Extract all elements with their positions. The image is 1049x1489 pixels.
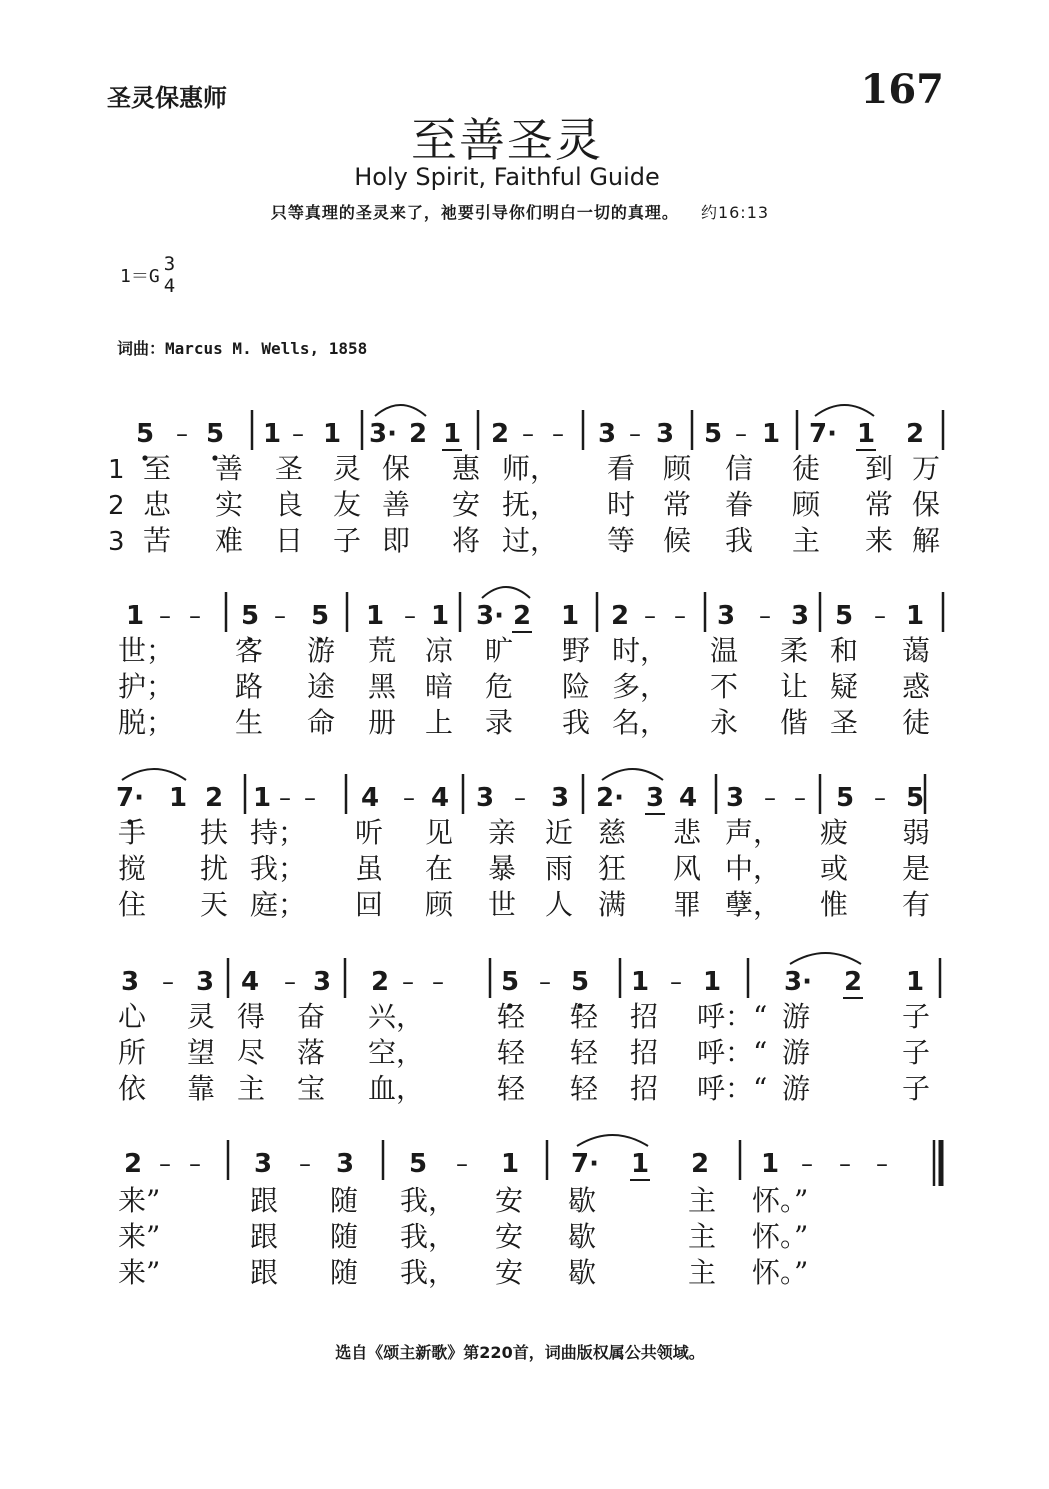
note: 3· (784, 967, 812, 997)
lyric-syllable: 跟 (250, 1220, 279, 1253)
note: 1 (168, 783, 188, 813)
lyric-syllable: 空， (368, 1036, 425, 1069)
lyric-syllable: 到 (865, 452, 894, 485)
lyric-syllable: 子 (333, 524, 362, 557)
lyric-syllable: 上 (425, 706, 454, 739)
slur (815, 405, 874, 416)
lyric-syllable: 持； (250, 816, 307, 849)
lyric-syllable: 虽 (355, 852, 384, 885)
note-dash: – (670, 968, 682, 996)
lyric-syllable: 子 (902, 1036, 931, 1069)
lyric-syllable: 见 (425, 816, 454, 849)
lyric-syllable: 庭； (250, 888, 307, 921)
slur (375, 405, 426, 416)
lyric-syllable: 凉 (425, 634, 454, 667)
note: 3 (790, 601, 810, 631)
note: 3· (476, 601, 504, 631)
slur (602, 769, 663, 780)
lyric-syllable: 奋 (297, 1000, 326, 1033)
lyric-syllable: 万 (912, 452, 941, 485)
lyric-syllable: 望 (187, 1036, 216, 1069)
note: 3 (597, 419, 617, 449)
lyric-syllable: 惠 (452, 452, 481, 485)
lyric-syllable: 手 (118, 816, 147, 849)
note: 1 (262, 419, 282, 449)
lyric-syllable: 日 (275, 524, 304, 557)
lyric-syllable: 呼：“ (697, 1072, 768, 1105)
note: 2 (123, 1149, 143, 1179)
lyric-syllable: 即 (382, 524, 411, 557)
lyric-syllable: 常 (663, 488, 692, 521)
note: 3 (195, 967, 215, 997)
lyric-syllable: 轻 (497, 1036, 526, 1069)
composer-credit: 词曲：Marcus M. Wells, 1858 (117, 339, 368, 358)
note-dash: – (552, 420, 564, 448)
lyric-syllable: 游 (782, 1000, 811, 1033)
lyric-syllable: 我 (562, 706, 591, 739)
verse-number: 1 (108, 455, 125, 485)
lyric-syllable: 徒 (792, 452, 821, 485)
note: 1 (630, 1149, 650, 1179)
note: 3 (253, 1149, 273, 1179)
note: 1 (905, 601, 925, 631)
lyric-syllable: 来” (118, 1256, 161, 1289)
note: 1 (430, 601, 450, 631)
verse-number: 2 (108, 491, 125, 521)
note: 3 (655, 419, 675, 449)
lyric-syllable: 暗 (425, 670, 454, 703)
note-dash: – (876, 1150, 888, 1178)
note: 1 (630, 967, 650, 997)
lyric-syllable: 心 (118, 1000, 147, 1033)
lyric-syllable: 世 (488, 888, 517, 921)
lyric-syllable: 途 (307, 670, 336, 703)
lyric-syllable: 轻 (497, 1072, 526, 1105)
note-dash: – (456, 1150, 468, 1178)
lyric-syllable: 疲 (820, 816, 849, 849)
note: 2 (490, 419, 510, 449)
note: 1 (856, 419, 876, 449)
lyric-syllable: 危 (485, 670, 514, 703)
lyric-syllable: 招 (630, 1036, 659, 1069)
key-label: 1＝G (120, 266, 160, 287)
hymn-title-english: Holy Spirit, Faithful Guide (354, 163, 660, 191)
note: 3 (550, 783, 570, 813)
lyric-syllable: 随 (330, 1220, 359, 1253)
note-dash: – (514, 784, 526, 812)
note: 5 (835, 783, 855, 813)
note-dash: – (539, 968, 551, 996)
note-dash: – (403, 784, 415, 812)
lyric-syllable: 扰 (200, 852, 229, 885)
lyric-syllable: 声， (725, 816, 782, 849)
note-dash: – (674, 602, 686, 630)
note-dash: – (801, 1150, 813, 1178)
lyric-syllable: 温 (710, 634, 739, 667)
note-dash: – (644, 602, 656, 630)
lyric-syllable: 抚， (502, 488, 559, 521)
note: 5 (135, 419, 155, 449)
note: 2 (610, 601, 630, 631)
lyric-syllable: 子 (902, 1000, 931, 1033)
note: 3 (716, 601, 736, 631)
note: 7· (571, 1149, 599, 1179)
lyric-syllable: 我， (400, 1184, 457, 1217)
lyric-syllable: 雨 (545, 852, 574, 885)
lyric-syllable: 得 (237, 1000, 266, 1033)
lyric-syllable: 候 (663, 524, 692, 557)
note: 2 (408, 419, 428, 449)
lyric-syllable: 安 (495, 1256, 524, 1289)
lyric-syllable: 脱； (118, 706, 175, 739)
lyric-syllable: 人 (545, 888, 574, 921)
lyric-syllable: 是 (902, 852, 931, 885)
scripture-reference: 约16:13 (700, 203, 770, 222)
note-dash: – (189, 1150, 201, 1178)
lyric-syllable: 生 (235, 706, 264, 739)
lyric-syllable: 客 (235, 634, 264, 667)
lyric-syllable: 荒 (368, 634, 397, 667)
note: 4 (240, 967, 260, 997)
lyric-syllable: 师， (502, 452, 559, 485)
note: 5 (310, 601, 330, 631)
note: 5 (703, 419, 723, 449)
slur (122, 769, 186, 780)
lyric-syllable: 难 (215, 524, 244, 557)
lyric-syllable: 靠 (187, 1072, 216, 1105)
lyric-syllable: 旷 (485, 634, 514, 667)
note: 1 (322, 419, 342, 449)
lyric-syllable: 圣 (830, 706, 859, 739)
note-dash: – (284, 968, 296, 996)
lyric-syllable: 不 (710, 670, 739, 703)
lyric-syllable: 狂 (598, 852, 627, 885)
note: 2 (690, 1149, 710, 1179)
lyric-syllable: 善 (382, 488, 411, 521)
note-dash: – (176, 420, 188, 448)
lyric-syllable: 友 (333, 488, 362, 521)
lyric-syllable: 招 (630, 1072, 659, 1105)
note-dash: – (299, 1150, 311, 1178)
note: 1 (702, 967, 722, 997)
lyric-syllable: 歇 (568, 1220, 597, 1253)
lyric-syllable: 所 (118, 1036, 147, 1069)
note: 4 (678, 783, 698, 813)
lyric-syllable: 来 (865, 524, 894, 557)
lyric-syllable: 册 (368, 706, 397, 739)
lyric-syllable: 满 (598, 888, 627, 921)
lyric-syllable: 时 (607, 488, 636, 521)
lyric-syllable: 弱 (902, 816, 931, 849)
lyric-syllable: 近 (545, 816, 574, 849)
lyric-syllable: 游 (782, 1036, 811, 1069)
lyric-syllable: 护； (118, 670, 175, 703)
lyric-syllable: 主 (792, 524, 821, 557)
lyric-syllable: 或 (820, 852, 849, 885)
note: 5 (570, 967, 590, 997)
scripture-verse-text: 只等真理的圣灵来了，祂要引导你们明白一切的真理。 (270, 203, 679, 222)
lyric-syllable: 有 (902, 888, 931, 921)
lyric-syllable: 名， (612, 706, 669, 739)
note: 7· (116, 783, 144, 813)
lyric-syllable: 主 (688, 1220, 717, 1253)
note: 2 (512, 601, 532, 631)
slur (577, 1135, 648, 1146)
note: 3 (335, 1149, 355, 1179)
lyric-syllable: 子 (902, 1072, 931, 1105)
lyric-syllable: 让 (780, 670, 809, 703)
lyric-syllable: 游 (782, 1072, 811, 1105)
lyric-syllable: 黑 (368, 670, 397, 703)
note: 4 (430, 783, 450, 813)
lyric-syllable: 和 (830, 634, 859, 667)
lyric-syllable: 善 (215, 452, 244, 485)
note: 1 (500, 1149, 520, 1179)
lyric-syllable: 怀。” (752, 1220, 809, 1253)
lyric-syllable: 将 (452, 524, 481, 557)
lyric-syllable: 轻 (570, 1036, 599, 1069)
lyric-syllable: 我； (250, 852, 307, 885)
lyric-syllable: 安 (495, 1184, 524, 1217)
lyric-syllable: 险 (562, 670, 591, 703)
lyric-syllable: 宝 (297, 1072, 326, 1105)
note: 2· (596, 783, 624, 813)
note-dash: – (279, 784, 291, 812)
lyric-syllable: 信 (725, 452, 754, 485)
lyric-syllable: 圣 (275, 452, 304, 485)
note-dash: – (162, 968, 174, 996)
lyric-syllable: 呼：“ (697, 1000, 768, 1033)
lyric-syllable: 惟 (820, 888, 849, 921)
lyric-syllable: 保 (912, 488, 941, 521)
note: 3· (369, 419, 397, 449)
note: 3 (312, 967, 332, 997)
note: 5 (834, 601, 854, 631)
note: 7· (809, 419, 837, 449)
lyric-syllable: 游 (307, 634, 336, 667)
lyric-syllable: 苦 (143, 524, 172, 557)
lyric-syllable: 尽 (237, 1036, 266, 1069)
lyric-syllable: 徒 (902, 706, 931, 739)
note: 3 (725, 783, 745, 813)
note: 5 (408, 1149, 428, 1179)
lyric-syllable: 至 (143, 452, 172, 485)
note-dash: – (159, 602, 171, 630)
lyric-syllable: 灵 (333, 452, 362, 485)
lyric-syllable: 风 (673, 852, 702, 885)
note: 2 (905, 419, 925, 449)
lyric-syllable: 搅 (118, 852, 147, 885)
lyric-syllable: 亲 (488, 816, 517, 849)
lyric-syllable: 实 (215, 488, 244, 521)
lyric-syllable: 歇 (568, 1256, 597, 1289)
section-title: 圣灵保惠师 (107, 83, 227, 112)
time-denominator: 4 (163, 275, 176, 297)
note: 1 (365, 601, 385, 631)
lyric-syllable: 怀。” (752, 1184, 809, 1217)
note: 5 (905, 783, 925, 813)
note: 1 (761, 419, 781, 449)
lyric-syllable: 路 (235, 670, 264, 703)
lyric-syllable: 安 (452, 488, 481, 521)
lyric-syllable: 罪 (673, 888, 702, 921)
lyric-syllable: 永 (710, 706, 739, 739)
lyric-syllable: 天 (200, 888, 229, 921)
lyric-syllable: 多， (612, 670, 669, 703)
note: 4 (360, 783, 380, 813)
lyric-syllable: 中， (725, 852, 782, 885)
lyric-syllable: 跟 (250, 1256, 279, 1289)
note-dash: – (759, 602, 771, 630)
note: 3 (645, 783, 665, 813)
lyric-syllable: 来” (118, 1184, 161, 1217)
note: 3 (475, 783, 495, 813)
note-dash: – (189, 602, 201, 630)
note-dash: – (874, 602, 886, 630)
lyric-syllable: 看 (607, 452, 636, 485)
note: 5 (500, 967, 520, 997)
lyric-syllable: 顾 (663, 452, 692, 485)
note-dash: – (432, 968, 444, 996)
lyric-syllable: 偕 (780, 706, 809, 739)
lyric-syllable: 听 (355, 816, 384, 849)
lyric-syllable: 主 (237, 1072, 266, 1105)
lyric-syllable: 野 (562, 634, 591, 667)
lyric-syllable: 忠 (143, 488, 172, 521)
lyric-syllable: 在 (425, 852, 454, 885)
lyric-syllable: 来” (118, 1220, 161, 1253)
note-dash: – (292, 420, 304, 448)
note: 1 (905, 967, 925, 997)
lyric-syllable: 依 (118, 1072, 147, 1105)
lyric-syllable: 世； (118, 634, 175, 667)
lyric-syllable: 解 (912, 524, 941, 557)
lyric-syllable: 回 (355, 888, 384, 921)
lyric-syllable: 等 (607, 524, 636, 557)
note: 5 (240, 601, 260, 631)
lyric-syllable: 眷 (725, 488, 754, 521)
note-dash: – (159, 1150, 171, 1178)
note-dash: – (402, 968, 414, 996)
lyric-syllable: 血， (368, 1072, 425, 1105)
lyric-syllable: 录 (485, 706, 514, 739)
hymn-number: 167 (860, 66, 944, 113)
note-dash: – (874, 784, 886, 812)
lyric-syllable: 落 (297, 1036, 326, 1069)
note-dash: – (735, 420, 747, 448)
note-dash: – (629, 420, 641, 448)
note: 2 (204, 783, 224, 813)
hymn-title-chinese: 至善圣灵 (411, 113, 603, 167)
lyric-syllable: 慈 (598, 816, 627, 849)
lyric-syllable: 良 (275, 488, 304, 521)
note-dash: – (764, 784, 776, 812)
lyric-syllable: 随 (330, 1256, 359, 1289)
lyric-syllable: 疑 (830, 670, 859, 703)
lyric-syllable: 孽， (725, 888, 782, 921)
lyric-syllable: 兴， (368, 1000, 425, 1033)
lyric-syllable: 扶 (200, 816, 229, 849)
lyric-syllable: 保 (382, 452, 411, 485)
lyric-syllable: 主 (688, 1256, 717, 1289)
note-dash: – (839, 1150, 851, 1178)
note-dash: – (304, 784, 316, 812)
lyric-syllable: 怀。” (752, 1256, 809, 1289)
note-dash: – (274, 602, 286, 630)
lyric-syllable: 常 (865, 488, 894, 521)
lyric-syllable: 灵 (187, 1000, 216, 1033)
note: 1 (560, 601, 580, 631)
lyric-syllable: 顾 (792, 488, 821, 521)
lyric-syllable: 柔 (780, 634, 809, 667)
note: 2 (843, 967, 863, 997)
lyric-syllable: 悲 (673, 816, 702, 849)
note-dash: – (522, 420, 534, 448)
lyric-syllable: 歇 (568, 1184, 597, 1217)
lyric-syllable: 主 (688, 1184, 717, 1217)
lyric-syllable: 轻 (570, 1072, 599, 1105)
lyric-syllable: 顾 (425, 888, 454, 921)
note-dash: – (404, 602, 416, 630)
note: 1 (252, 783, 272, 813)
note: 1 (442, 419, 462, 449)
lyric-syllable: 呼：“ (697, 1036, 768, 1069)
lyric-syllable: 住 (118, 888, 147, 921)
slur (790, 953, 861, 964)
note: 5 (205, 419, 225, 449)
lyric-syllable: 轻 (497, 1000, 526, 1033)
lyric-syllable: 轻 (570, 1000, 599, 1033)
lyric-syllable: 随 (330, 1184, 359, 1217)
lyric-syllable: 我， (400, 1256, 457, 1289)
lyric-syllable: 过， (502, 524, 559, 557)
copyright-footer: 选自《颂主新歌》第220首，词曲版权属公共领域。 (335, 1343, 705, 1362)
lyric-syllable: 我， (400, 1220, 457, 1253)
note: 1 (125, 601, 145, 631)
lyric-syllable: 惑 (902, 670, 931, 703)
verse-number: 3 (108, 527, 125, 557)
lyric-syllable: 跟 (250, 1184, 279, 1217)
lyric-syllable: 命 (307, 706, 336, 739)
lyric-syllable: 蔼 (902, 634, 931, 667)
lyric-syllable: 招 (630, 1000, 659, 1033)
note: 2 (370, 967, 390, 997)
lyric-syllable: 安 (495, 1220, 524, 1253)
lyric-syllable: 我 (725, 524, 754, 557)
note-dash: – (794, 784, 806, 812)
time-numerator: 3 (163, 253, 176, 275)
note: 3 (120, 967, 140, 997)
lyric-syllable: 暴 (488, 852, 517, 885)
slur (482, 587, 530, 598)
lyric-syllable: 时， (612, 634, 669, 667)
note: 1 (760, 1149, 780, 1179)
